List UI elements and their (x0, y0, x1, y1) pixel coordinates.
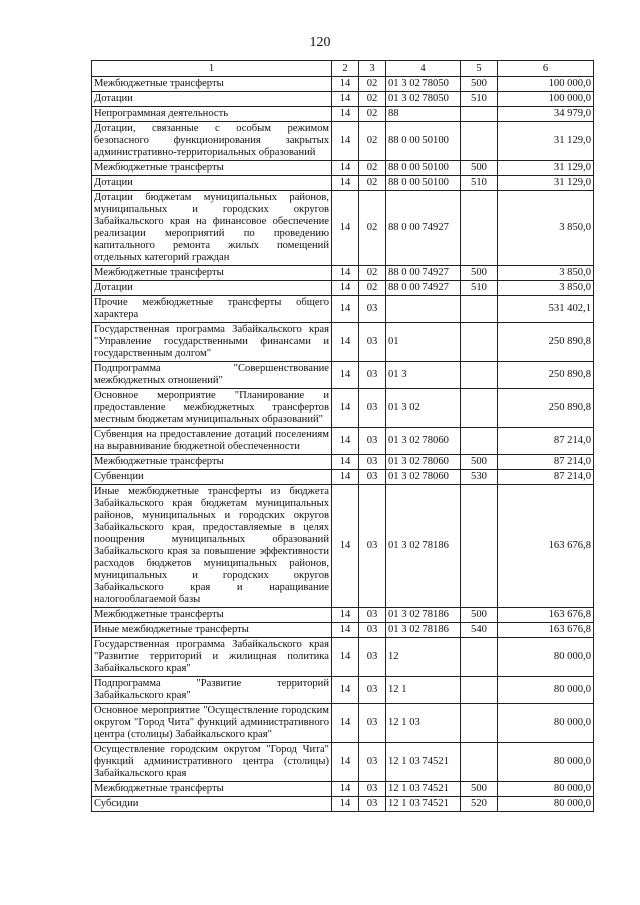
amount: 163 676,8 (498, 485, 594, 608)
subsection-code: 02 (359, 191, 386, 266)
subsection-code: 03 (359, 470, 386, 485)
expense-type-code: 500 (461, 455, 498, 470)
target-article-code: 12 1 03 74521 (386, 782, 461, 797)
budget-table (91, 60, 594, 812)
target-article-code: 12 1 (386, 677, 461, 704)
expense-type-code: 540 (461, 623, 498, 638)
subsection-code: 03 (359, 485, 386, 608)
table-row (92, 389, 594, 428)
target-article-code: 01 3 02 78060 (386, 455, 461, 470)
table-row (92, 362, 594, 389)
expense-type-code (461, 704, 498, 743)
table-row (92, 455, 594, 470)
section-code: 14 (332, 161, 359, 176)
table-row (92, 638, 594, 677)
section-code: 14 (332, 455, 359, 470)
amount: 87 214,0 (498, 455, 594, 470)
section-code: 14 (332, 92, 359, 107)
section-code: 14 (332, 389, 359, 428)
header-row (92, 61, 594, 77)
target-article-code: 88 0 00 74927 (386, 281, 461, 296)
expense-type-code (461, 389, 498, 428)
expense-type-code: 500 (461, 77, 498, 92)
section-code: 14 (332, 470, 359, 485)
subsection-code: 03 (359, 677, 386, 704)
table-row (92, 623, 594, 638)
amount: 3 850,0 (498, 191, 594, 266)
subsection-code: 03 (359, 455, 386, 470)
table-row (92, 485, 594, 608)
row-name: Подпрограмма "Совершенствование межбюджетных отношений" (92, 362, 332, 389)
row-name: Субвенции (92, 470, 332, 485)
expense-type-code: 500 (461, 161, 498, 176)
expense-type-code: 500 (461, 608, 498, 623)
table-row (92, 161, 594, 176)
amount: 100 000,0 (498, 77, 594, 92)
target-article-code: 01 3 02 78186 (386, 485, 461, 608)
target-article-code: 88 0 00 50100 (386, 176, 461, 191)
target-article-code: 01 3 02 (386, 389, 461, 428)
subsection-code: 02 (359, 266, 386, 281)
subsection-code: 03 (359, 782, 386, 797)
subsection-code: 02 (359, 107, 386, 122)
row-name: Субвенция на предоставление дотаций поселениям на выравнивание бюджетной обеспеченности (92, 428, 332, 455)
table-row (92, 281, 594, 296)
subsection-code: 03 (359, 608, 386, 623)
amount: 87 214,0 (498, 428, 594, 455)
subsection-code: 03 (359, 743, 386, 782)
expense-type-code: 510 (461, 281, 498, 296)
subsection-code: 02 (359, 92, 386, 107)
column-header: 4 (386, 61, 461, 77)
table-row (92, 704, 594, 743)
amount: 34 979,0 (498, 107, 594, 122)
expense-type-code: 510 (461, 176, 498, 191)
subsection-code: 03 (359, 296, 386, 323)
amount: 80 000,0 (498, 797, 594, 812)
subsection-code: 02 (359, 122, 386, 161)
section-code: 14 (332, 122, 359, 161)
section-code: 14 (332, 782, 359, 797)
amount: 80 000,0 (498, 782, 594, 797)
expense-type-code: 510 (461, 92, 498, 107)
amount: 3 850,0 (498, 266, 594, 281)
section-code: 14 (332, 362, 359, 389)
subsection-code: 03 (359, 704, 386, 743)
expense-type-code: 500 (461, 266, 498, 281)
amount: 80 000,0 (498, 704, 594, 743)
expense-type-code (461, 191, 498, 266)
section-code: 14 (332, 704, 359, 743)
target-article-code: 01 3 02 78050 (386, 92, 461, 107)
target-article-code: 01 3 02 78060 (386, 470, 461, 485)
section-code: 14 (332, 107, 359, 122)
expense-type-code: 530 (461, 470, 498, 485)
table-row (92, 176, 594, 191)
target-article-code: 88 0 00 74927 (386, 266, 461, 281)
row-name: Прочие межбюджетные трансферты общего характера (92, 296, 332, 323)
amount: 3 850,0 (498, 281, 594, 296)
section-code: 14 (332, 428, 359, 455)
table-row (92, 296, 594, 323)
expense-type-code (461, 638, 498, 677)
subsection-code: 03 (359, 797, 386, 812)
section-code: 14 (332, 266, 359, 281)
amount: 250 890,8 (498, 389, 594, 428)
target-article-code: 12 1 03 74521 (386, 743, 461, 782)
row-name: Дотации (92, 176, 332, 191)
table-row (92, 122, 594, 161)
section-code: 14 (332, 677, 359, 704)
amount: 100 000,0 (498, 92, 594, 107)
expense-type-code (461, 677, 498, 704)
section-code: 14 (332, 623, 359, 638)
row-name: Основное мероприятие "Планирование и предоставление межбюджетных трансфертов местным бюджетам муниципальных образований" (92, 389, 332, 428)
amount: 31 129,0 (498, 122, 594, 161)
section-code: 14 (332, 485, 359, 608)
target-article-code: 01 3 02 78050 (386, 77, 461, 92)
target-article-code: 12 1 03 (386, 704, 461, 743)
column-header: 2 (332, 61, 359, 77)
row-name: Межбюджетные трансферты (92, 608, 332, 623)
subsection-code: 02 (359, 77, 386, 92)
row-name: Государственная программа Забайкальского края "Управление государственными финансами и государственным долгом" (92, 323, 332, 362)
expense-type-code (461, 122, 498, 161)
row-name: Межбюджетные трансферты (92, 455, 332, 470)
table-row (92, 107, 594, 122)
target-article-code: 01 3 (386, 362, 461, 389)
section-code: 14 (332, 176, 359, 191)
column-header: 5 (461, 61, 498, 77)
expense-type-code: 500 (461, 782, 498, 797)
row-name: Межбюджетные трансферты (92, 782, 332, 797)
section-code: 14 (332, 77, 359, 92)
row-name: Основное мероприятие "Осуществление городским округом "Город Чита" функций административного центра (столицы) Забайкальского края" (92, 704, 332, 743)
row-name: Непрограммная деятельность (92, 107, 332, 122)
expense-type-code: 520 (461, 797, 498, 812)
section-code: 14 (332, 743, 359, 782)
amount: 80 000,0 (498, 743, 594, 782)
row-name: Государственная программа Забайкальского края "Развитие территорий и жилищная политика Забайкальского края" (92, 638, 332, 677)
amount: 163 676,8 (498, 623, 594, 638)
expense-type-code (461, 743, 498, 782)
table-row (92, 797, 594, 812)
row-name: Дотации (92, 281, 332, 296)
target-article-code: 88 (386, 107, 461, 122)
section-code: 14 (332, 608, 359, 623)
expense-type-code (461, 362, 498, 389)
row-name: Иные межбюджетные трансферты из бюджета Забайкальского края бюджетам муниципальных районов, муниципальных и городских округов Забайкальского края, предоставляемые в целях поощрения муниципальных образований Забайкальского края за повышение эффективности расходов бюджетов муниципальных районов, муниципальных и городских округов Забайкальского края и наращивание налогооблагаемой базы (92, 485, 332, 608)
section-code: 14 (332, 638, 359, 677)
column-header: 3 (359, 61, 386, 77)
table-row (92, 743, 594, 782)
amount: 80 000,0 (498, 677, 594, 704)
row-name: Дотации, связанные с особым режимом безопасного функционирования закрытых административно-территориальных образований (92, 122, 332, 161)
section-code: 14 (332, 323, 359, 362)
subsection-code: 02 (359, 281, 386, 296)
table-row (92, 782, 594, 797)
section-code: 14 (332, 296, 359, 323)
amount: 31 129,0 (498, 176, 594, 191)
row-name: Иные межбюджетные трансферты (92, 623, 332, 638)
subsection-code: 03 (359, 638, 386, 677)
table-row (92, 77, 594, 92)
table-row (92, 428, 594, 455)
table-row (92, 608, 594, 623)
table-row (92, 323, 594, 362)
target-article-code: 01 3 02 78186 (386, 623, 461, 638)
target-article-code: 01 3 02 78060 (386, 428, 461, 455)
section-code: 14 (332, 281, 359, 296)
amount: 87 214,0 (498, 470, 594, 485)
subsection-code: 02 (359, 161, 386, 176)
target-article-code (386, 296, 461, 323)
subsection-code: 03 (359, 362, 386, 389)
expense-type-code (461, 296, 498, 323)
amount: 531 402,1 (498, 296, 594, 323)
row-name: Межбюджетные трансферты (92, 266, 332, 281)
target-article-code: 12 (386, 638, 461, 677)
table-row (92, 266, 594, 281)
amount: 31 129,0 (498, 161, 594, 176)
amount: 250 890,8 (498, 323, 594, 362)
row-name: Осуществление городским округом "Город Чита" функций административного центра (столицы) Забайкальского края (92, 743, 332, 782)
expense-type-code (461, 428, 498, 455)
amount: 80 000,0 (498, 638, 594, 677)
subsection-code: 03 (359, 389, 386, 428)
target-article-code: 01 3 02 78186 (386, 608, 461, 623)
table-row (92, 92, 594, 107)
row-name: Дотации бюджетам муниципальных районов, муниципальных и городских округов Забайкальского края на финансовое обеспечение реализации мероприятий по проведению капитального ремонта жилых помещений отдельных категорий граждан (92, 191, 332, 266)
table-row (92, 191, 594, 266)
row-name: Подпрограмма "Развитие территорий Забайкальского края" (92, 677, 332, 704)
table-row (92, 470, 594, 485)
expense-type-code (461, 107, 498, 122)
target-article-code: 88 0 00 50100 (386, 161, 461, 176)
target-article-code: 88 0 00 50100 (386, 122, 461, 161)
amount: 163 676,8 (498, 608, 594, 623)
subsection-code: 02 (359, 176, 386, 191)
subsection-code: 03 (359, 323, 386, 362)
subsection-code: 03 (359, 623, 386, 638)
column-header: 1 (92, 61, 332, 77)
row-name: Дотации (92, 92, 332, 107)
row-name: Субсидии (92, 797, 332, 812)
table-row (92, 677, 594, 704)
section-code: 14 (332, 797, 359, 812)
amount: 250 890,8 (498, 362, 594, 389)
target-article-code: 88 0 00 74927 (386, 191, 461, 266)
column-header: 6 (498, 61, 594, 77)
section-code: 14 (332, 191, 359, 266)
expense-type-code (461, 485, 498, 608)
page-number: 120 (309, 35, 331, 50)
target-article-code: 01 (386, 323, 461, 362)
subsection-code: 03 (359, 428, 386, 455)
expense-type-code (461, 323, 498, 362)
target-article-code: 12 1 03 74521 (386, 797, 461, 812)
row-name: Межбюджетные трансферты (92, 161, 332, 176)
row-name: Межбюджетные трансферты (92, 77, 332, 92)
